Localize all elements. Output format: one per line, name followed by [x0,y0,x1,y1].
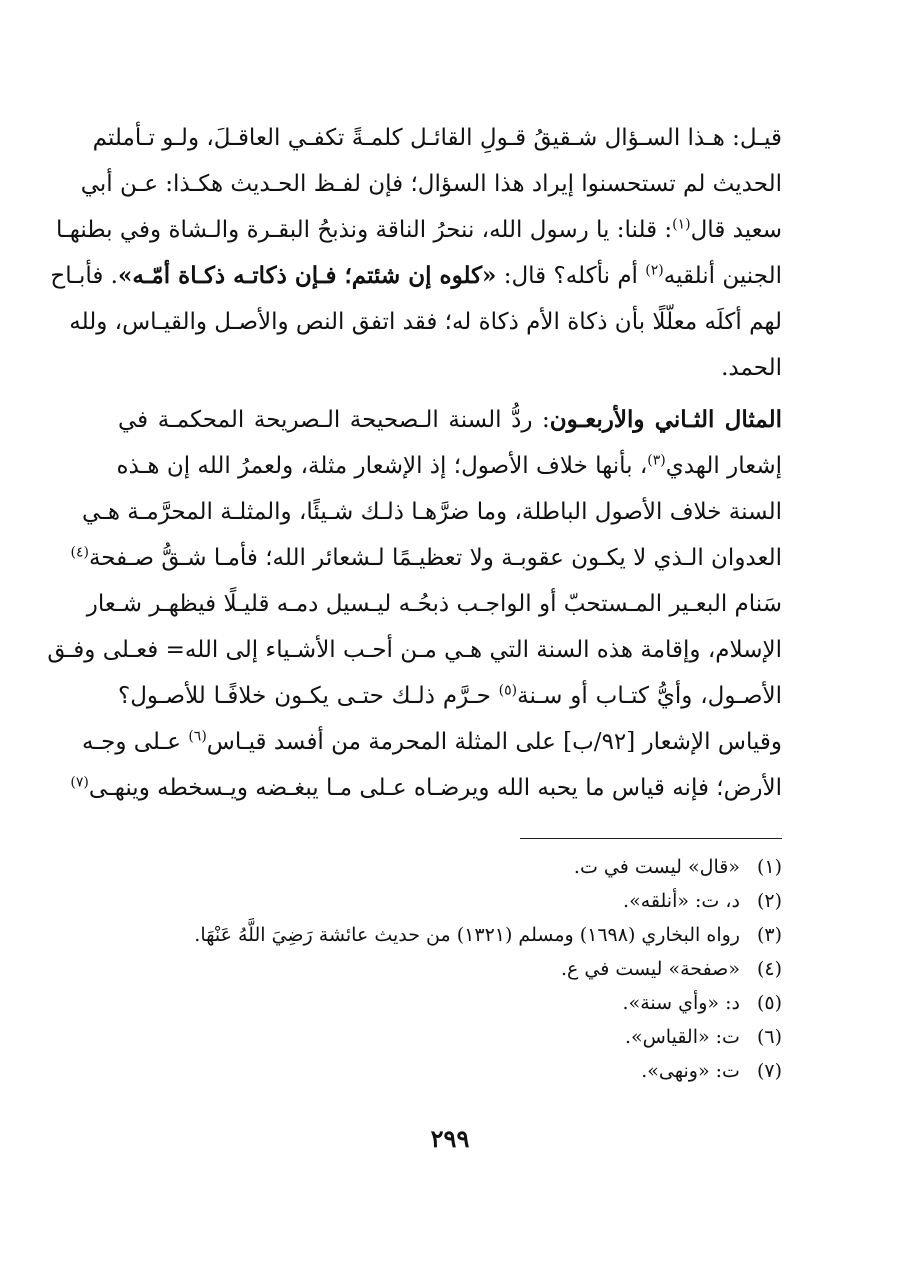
footnote-number: (٢) [756,890,782,912]
text-span: : ردُّ السنة الـصحيحة الـصريحة المحكمـة في [118,407,550,433]
text-span: الإسلام، وإقامة هذه السنة التي هـي مـن أحـب الأشـياء إلى الله= فعـلى وفـق [47,637,782,663]
footnote-number: (٣) [756,924,782,946]
text-span: الحمد. [721,355,782,381]
page-number: ٢٩٩ [430,1124,470,1153]
footnote-number: (٥) [756,992,782,1014]
footnote-ref: (٦) [188,728,207,745]
text-line [92,115,782,161]
text-line [86,581,782,627]
footnote-ref: (٧) [70,774,89,791]
text-span: العدوان الـذي لا يكـون عقوبـة ولا تعظيـمًا لـشعائر الله؛ فأمـا شـقُّ صـفحة [88,545,782,571]
text-span: وقياس الإشعار [٩٢/ب] على المثلة المحرمة من أفسد قيـاس [206,729,782,755]
footnote-item [118,1020,782,1054]
hadith-quote: «كلوه إن شئتم؛ فـإن ذكاتـه ذكـاة أمّـه» [117,262,497,289]
text-span: : قلنا: يا رسول الله، ننحرُ الناقة ونذبحُ البقـرة والـشاة وفي بطنهـا [56,217,673,243]
footnote-number: (١) [756,856,782,878]
footnote-ref: (٤) [70,544,89,561]
footnote-item [118,1054,782,1088]
footnote-number: (٤) [756,958,782,980]
main-text [47,115,782,811]
text-line [118,443,782,489]
text-line [70,765,782,811]
text-span: . فأبـاح [50,263,118,289]
footnote-text: ت: «ونهى». [641,1060,740,1082]
text-line [82,719,782,765]
footnote-text: «قال» ليست في ت. [573,856,740,878]
text-span: الجنين أنلقيه [663,263,782,289]
footnote-divider [520,838,782,839]
footnote-item [118,850,782,884]
footnote-text: «صفحة» ليست في ع. [560,958,740,980]
text-span: الحديث لم تستحسنوا إيراد هذا السؤال؛ فإن لفـظ الحـديث هكـذا: عـن أبي [80,171,782,197]
text-line [56,207,782,253]
text-line [47,627,782,673]
footnote-text: ت: «القياس». [624,1026,740,1048]
text-span: الأصـول، وأيُّ كتـاب أو سـنة [517,683,782,709]
footnote-number: (٦) [756,1026,782,1048]
footnote-ref: (٢) [645,262,664,279]
footnote-text: د: «وأي سنة». [622,992,740,1014]
text-span: ، بأنها خلاف الأصول؛ إذ الإشعار مثلة، ولعمرُ الله إن هـذه [116,453,648,479]
text-span: أم نأكله؟ قال: [496,263,646,289]
footnote-item [118,986,782,1020]
text-line [118,673,782,719]
text-span: حـرَّم ذلـك حتـى يكـون خلافًـا للأصـول؟ [118,683,499,709]
text-span: إشعار الهدي [665,453,782,479]
text-span: لهم أكلَه معلّلًا بأن ذكاة الأم ذكاة له؛ فقد اتفق النص والأصـل والقيـاس، ولله [69,309,782,335]
footnote-item [118,952,782,986]
footnotes [118,850,782,1088]
footnote-text: د، ت: «أنلقه». [623,890,740,912]
text-line [118,345,782,391]
footnote-item [118,884,782,918]
text-span: عـلى وجـه [82,729,189,755]
text-line [80,161,782,207]
footnote-ref: (٥) [498,682,518,699]
text-line [50,253,782,299]
text-span: سَنام البعـير المـستحبّ أو الواجـب ذبحُـه ليـسيل دمـه قليـلًا فيظهـر شـعار [86,591,782,617]
text-span: السنة خلاف الأصول الباطلة، وما ضرَّهـا ذلـك شـيئًا، والمثلـة المحرَّمـة هـي [81,499,782,525]
footnote-item [118,918,782,952]
text-line [81,489,782,535]
footnote-ref: (١) [672,216,691,233]
footnote-ref: (٣) [647,452,666,469]
text-span: قيـل: هـذا السـؤال شـقيقُ قـولِ القائـل كلمـةً تكفـي العاقـلَ، ولـو تـأملتم [92,125,782,151]
text-line [70,535,782,581]
footnote-text: رواه البخاري (١٦٩٨) ومسلم (١٣٢١) من حديث عائشة رَضِيَ اللَّهُ عَنْهَا. [194,924,740,946]
section-heading: المثال الثـاني والأربعـون [549,406,782,433]
text-line [69,299,782,345]
text-span: سعيد قال [690,217,782,243]
footnote-number: (٧) [756,1060,782,1082]
text-span: الأرض؛ فإنه قياس ما يحبه الله ويرضـاه عـلى مـا يبغـضه ويـسخطه وينهـى [88,775,782,801]
text-line [118,397,782,443]
